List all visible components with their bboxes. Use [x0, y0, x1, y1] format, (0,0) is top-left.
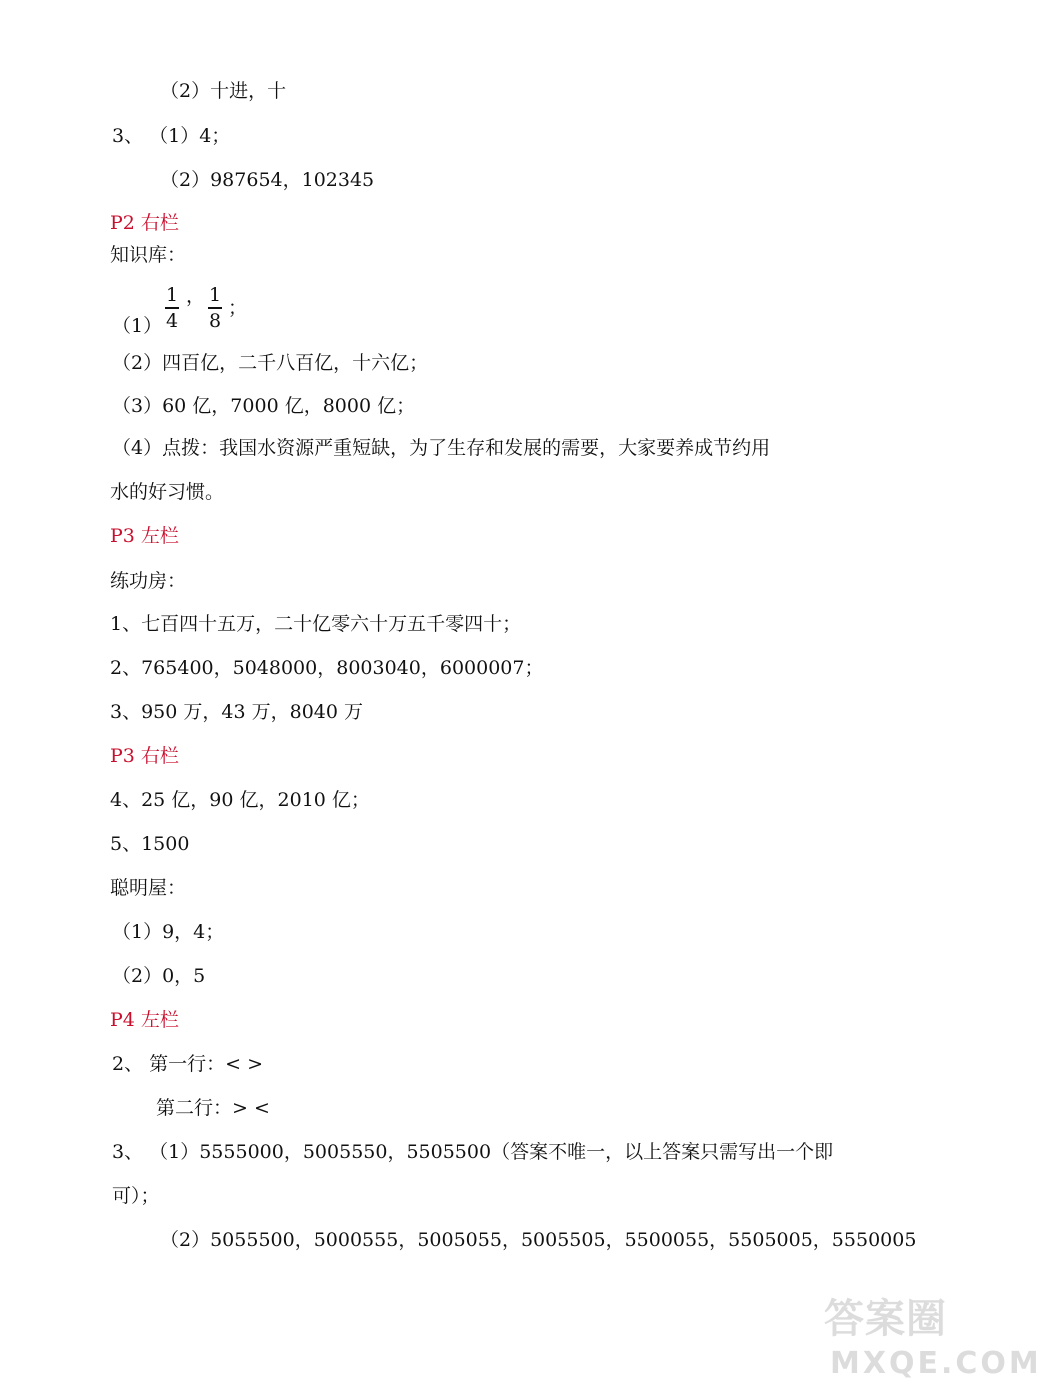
answer-line: 第二行：> <	[156, 1097, 270, 1119]
fraction-numerator: 1	[208, 284, 222, 306]
answer-line: （1）9，4；	[112, 921, 225, 943]
answer-line: 水的好习惯。	[110, 481, 225, 503]
fraction-denominator: 8	[208, 309, 222, 332]
answer-line: 3、 （1）5555000，5005550，5505500（答案不唯一，以上答案只需写出一个即	[112, 1141, 834, 1163]
section-heading: P3 左栏	[110, 525, 179, 547]
subsection-label: 聪明屋：	[110, 877, 187, 899]
watermark-logo	[824, 1296, 1042, 1387]
answer-line: （4）点拨：我国水资源严重短缺，为了生存和发展的需要，大家要养成节约用	[112, 437, 771, 459]
answer-line: 2、 第一行：< >	[112, 1053, 264, 1075]
answer-line: （2）十进，十	[160, 80, 287, 102]
answer-line: 3、 （1）4；	[112, 125, 231, 147]
answer-line: 1、七百四十五万，二十亿零六十万五千零四十；	[110, 613, 522, 635]
answer-line: 可）；	[112, 1185, 160, 1207]
section-heading: P4 左栏	[110, 1009, 179, 1031]
answer-line: 4、25 亿，90 亿，2010 亿；	[110, 789, 370, 811]
answer-line: 2、765400，5048000，8003040，6000007；	[110, 657, 544, 679]
watermark-url: MXQE.COM	[830, 1346, 1042, 1381]
section-heading: P3 右栏	[110, 745, 179, 767]
answer-line: （2）5055500，5000555，5005055，5005505，5500055，5505005，5550005	[160, 1229, 917, 1251]
answer-line: （2）987654，102345	[160, 169, 375, 191]
fraction-1-8	[206, 284, 224, 332]
watermark-text: 答案圈	[824, 1296, 947, 1342]
answer-line: 5、1500	[110, 833, 190, 855]
subsection-label: 练功房：	[110, 570, 187, 592]
answer-line-prefix: （1）	[112, 315, 163, 337]
fraction-separator: ，	[186, 285, 206, 307]
answer-line: 3、950 万，43 万，8040 万	[110, 701, 364, 723]
answer-line: （3）60 亿，7000 亿，8000 亿；	[112, 395, 416, 417]
subsection-label: 知识库：	[110, 244, 187, 266]
fraction-bar	[208, 307, 222, 309]
fraction-terminator: ；	[228, 297, 248, 319]
answer-line: （2）四百亿，二千八百亿，十六亿；	[112, 352, 429, 374]
fraction-denominator: 4	[165, 309, 179, 332]
fraction-1-4	[163, 284, 181, 332]
section-heading: P2 右栏	[110, 212, 179, 234]
answer-line: （2）0，5	[112, 965, 206, 987]
fraction-numerator: 1	[165, 284, 179, 306]
fraction-bar	[165, 307, 179, 309]
